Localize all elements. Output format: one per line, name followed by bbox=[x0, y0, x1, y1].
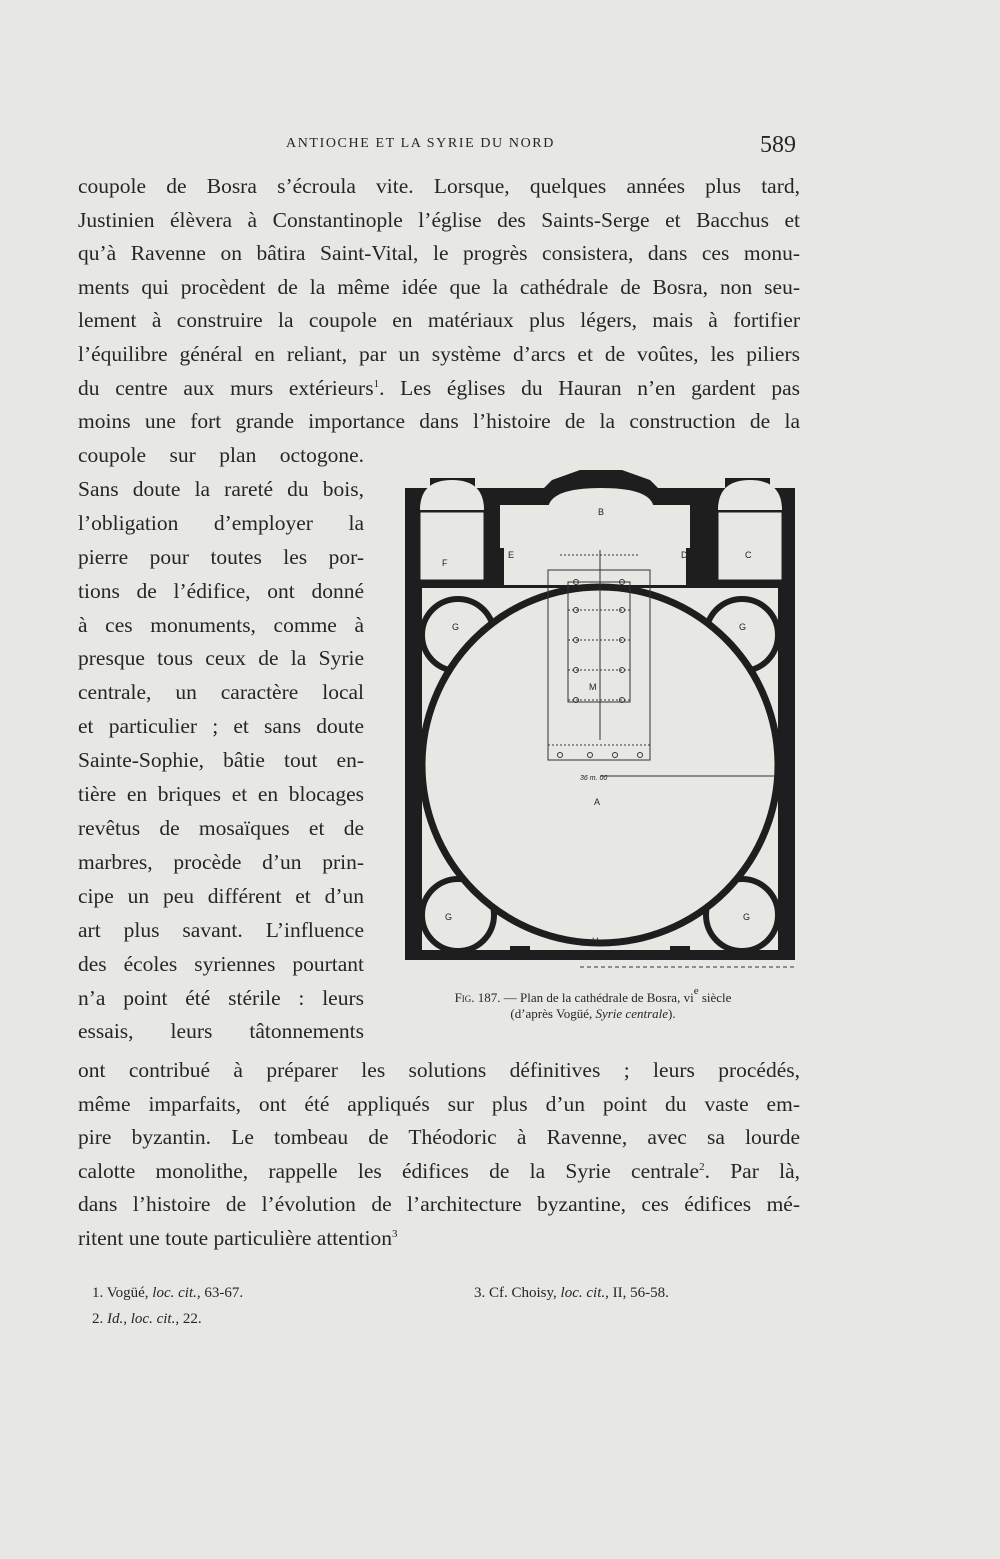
text-line: dans l’histoire de l’évolution de l’architecture byzantine, ces édifices mé- bbox=[78, 1192, 800, 1217]
text-line: revêtus de mosaïques et de bbox=[78, 815, 364, 840]
caption-source-title: Syrie centrale bbox=[595, 1006, 669, 1021]
footnote-text: , II, 56-58. bbox=[605, 1285, 669, 1301]
text-line: des écoles syriennes pourtant bbox=[78, 951, 364, 976]
paragraph-narrow bbox=[78, 439, 364, 1049]
text-line: coupole de Bosra s’écroula vite. Lorsque, quelques années plus tard, bbox=[78, 174, 800, 198]
footnote-text: Cf. Choisy, bbox=[485, 1285, 561, 1301]
text-line: Justinien élèvera à Constantinople l’église des Saints-Serge et Bacchus et bbox=[78, 207, 800, 232]
text-line: l’obligation d’employer la bbox=[78, 510, 364, 535]
footnote-text: Vogüé, bbox=[103, 1285, 153, 1301]
caption-line-2 bbox=[383, 1006, 803, 1022]
text-line: lement à construire la coupole en matériaux plus légers, mais à fortifier bbox=[78, 308, 800, 333]
footnote-italic: loc. cit. bbox=[560, 1285, 606, 1301]
footnote-italic: Id. bbox=[107, 1311, 124, 1327]
text-line bbox=[78, 1222, 800, 1256]
text-line: art plus savant. L’influence bbox=[78, 917, 364, 942]
room-label-g-nw: G bbox=[452, 622, 460, 632]
text-line: Sans doute la rareté du bois, bbox=[78, 476, 364, 501]
room-label-g-se: G bbox=[743, 912, 751, 922]
footnote-ref: 2 bbox=[699, 1160, 705, 1173]
text-line: centrale, un caractère local bbox=[78, 680, 364, 705]
scale-text: 36 m. 00 bbox=[580, 775, 608, 782]
text-line: ments qui procèdent de la même idée que la cathédrale de Bosra, non seu- bbox=[78, 274, 800, 299]
text-line bbox=[78, 372, 800, 406]
text-line: qu’à Ravenne on bâtira Saint-Vital, le progrès consistera, dans ces monu- bbox=[78, 241, 800, 266]
text-fragment: du centre aux murs extérieurs bbox=[78, 375, 374, 400]
footnote-number: 2. bbox=[92, 1311, 104, 1327]
footnote-ref: 3 bbox=[392, 1227, 398, 1240]
text-line: marbres, procède d’un prin- bbox=[78, 849, 364, 874]
caption-source-end: ). bbox=[668, 1006, 676, 1021]
room-label-m: M bbox=[589, 682, 597, 692]
text-line: cipe un peu différent et d’un bbox=[78, 883, 364, 908]
caption-sup: e bbox=[693, 985, 699, 997]
caption-line-1 bbox=[383, 985, 803, 1006]
text-fragment: . Par là, bbox=[704, 1158, 800, 1183]
footnote-2 bbox=[92, 1306, 202, 1332]
floor-plan-figure bbox=[400, 470, 800, 970]
room-label-c: C bbox=[745, 550, 752, 560]
footnote-italic: loc. cit. bbox=[130, 1311, 176, 1327]
room-label-g-ne: G bbox=[739, 622, 747, 632]
figure-caption bbox=[383, 985, 803, 1022]
text-line: pire byzantin. Le tombeau de Théodoric à Ravenne, avec sa lourde bbox=[78, 1125, 800, 1150]
text-line: l’équilibre général en reliant, par un système d’arcs et de voûtes, les piliers bbox=[78, 341, 800, 366]
text-fragment: . Les églises du Hauran n’en gardent pas bbox=[379, 375, 800, 400]
text-line: et particulier ; et sans doute bbox=[78, 714, 364, 739]
text-line: à ces monuments, comme à bbox=[78, 612, 364, 637]
footnote-number: 1. bbox=[92, 1285, 104, 1301]
page-number: 589 bbox=[760, 132, 796, 158]
room-label-g-sw: G bbox=[445, 912, 453, 922]
text-line: coupole sur plan octogone. bbox=[78, 443, 364, 467]
floor-plan-drawing bbox=[400, 470, 800, 970]
figure-label: Fig. 187. bbox=[454, 990, 501, 1005]
running-head: ANTIOCHE ET LA SYRIE DU NORD bbox=[286, 136, 555, 151]
caption-text-end: siècle bbox=[698, 990, 732, 1005]
text-line: Sainte-Sophie, bâtie tout en- bbox=[78, 748, 364, 773]
text-line: pierre pour toutes les por- bbox=[78, 544, 364, 569]
text-line: tière en briques et en blocages bbox=[78, 782, 364, 807]
caption-source: (d’après Vogüé, bbox=[510, 1006, 596, 1021]
text-line: même imparfaits, ont été appliqués sur plus d’un point du vaste em- bbox=[78, 1091, 800, 1116]
footnote-text: , bbox=[123, 1311, 131, 1327]
paragraph-2 bbox=[78, 1054, 800, 1256]
text-fragment: ritent une toute particulière attention bbox=[78, 1225, 393, 1250]
room-label-a: A bbox=[594, 797, 601, 807]
text-line bbox=[78, 1155, 800, 1189]
text-line: moins une fort grande importance dans l’histoire de la construction de la bbox=[78, 409, 800, 434]
paragraph-1 bbox=[78, 170, 800, 439]
footnote-text: , 22. bbox=[175, 1311, 202, 1327]
room-label-b: B bbox=[598, 507, 605, 517]
page-header bbox=[0, 132, 1000, 162]
text-line: ont contribué à préparer les solutions définitives ; leurs procédés, bbox=[78, 1058, 800, 1082]
room-label-d: D bbox=[681, 550, 688, 560]
text-fragment: calotte monolithe, rappelle les édifices de la Syrie centrale bbox=[78, 1158, 700, 1183]
footnote-3 bbox=[474, 1280, 669, 1306]
text-line: tions de l’édifice, ont donné bbox=[78, 578, 364, 603]
caption-text: — Plan de la cathédrale de Bosra, vi bbox=[503, 990, 694, 1005]
room-label-h: H bbox=[592, 936, 599, 946]
footnote-1 bbox=[92, 1280, 243, 1306]
text-line: n’a point été stérile : leurs bbox=[78, 985, 364, 1010]
footnote-italic: loc. cit. bbox=[152, 1285, 197, 1301]
room-label-f: F bbox=[442, 558, 448, 568]
text-line: essais, leurs tâtonnements bbox=[78, 1019, 364, 1044]
text-line: presque tous ceux de la Syrie bbox=[78, 646, 364, 671]
footnote-text: , 63-67. bbox=[196, 1285, 244, 1301]
footnote-ref: 1 bbox=[373, 377, 380, 390]
footnote-number: 3. bbox=[474, 1285, 486, 1301]
room-label-e: E bbox=[508, 550, 515, 560]
